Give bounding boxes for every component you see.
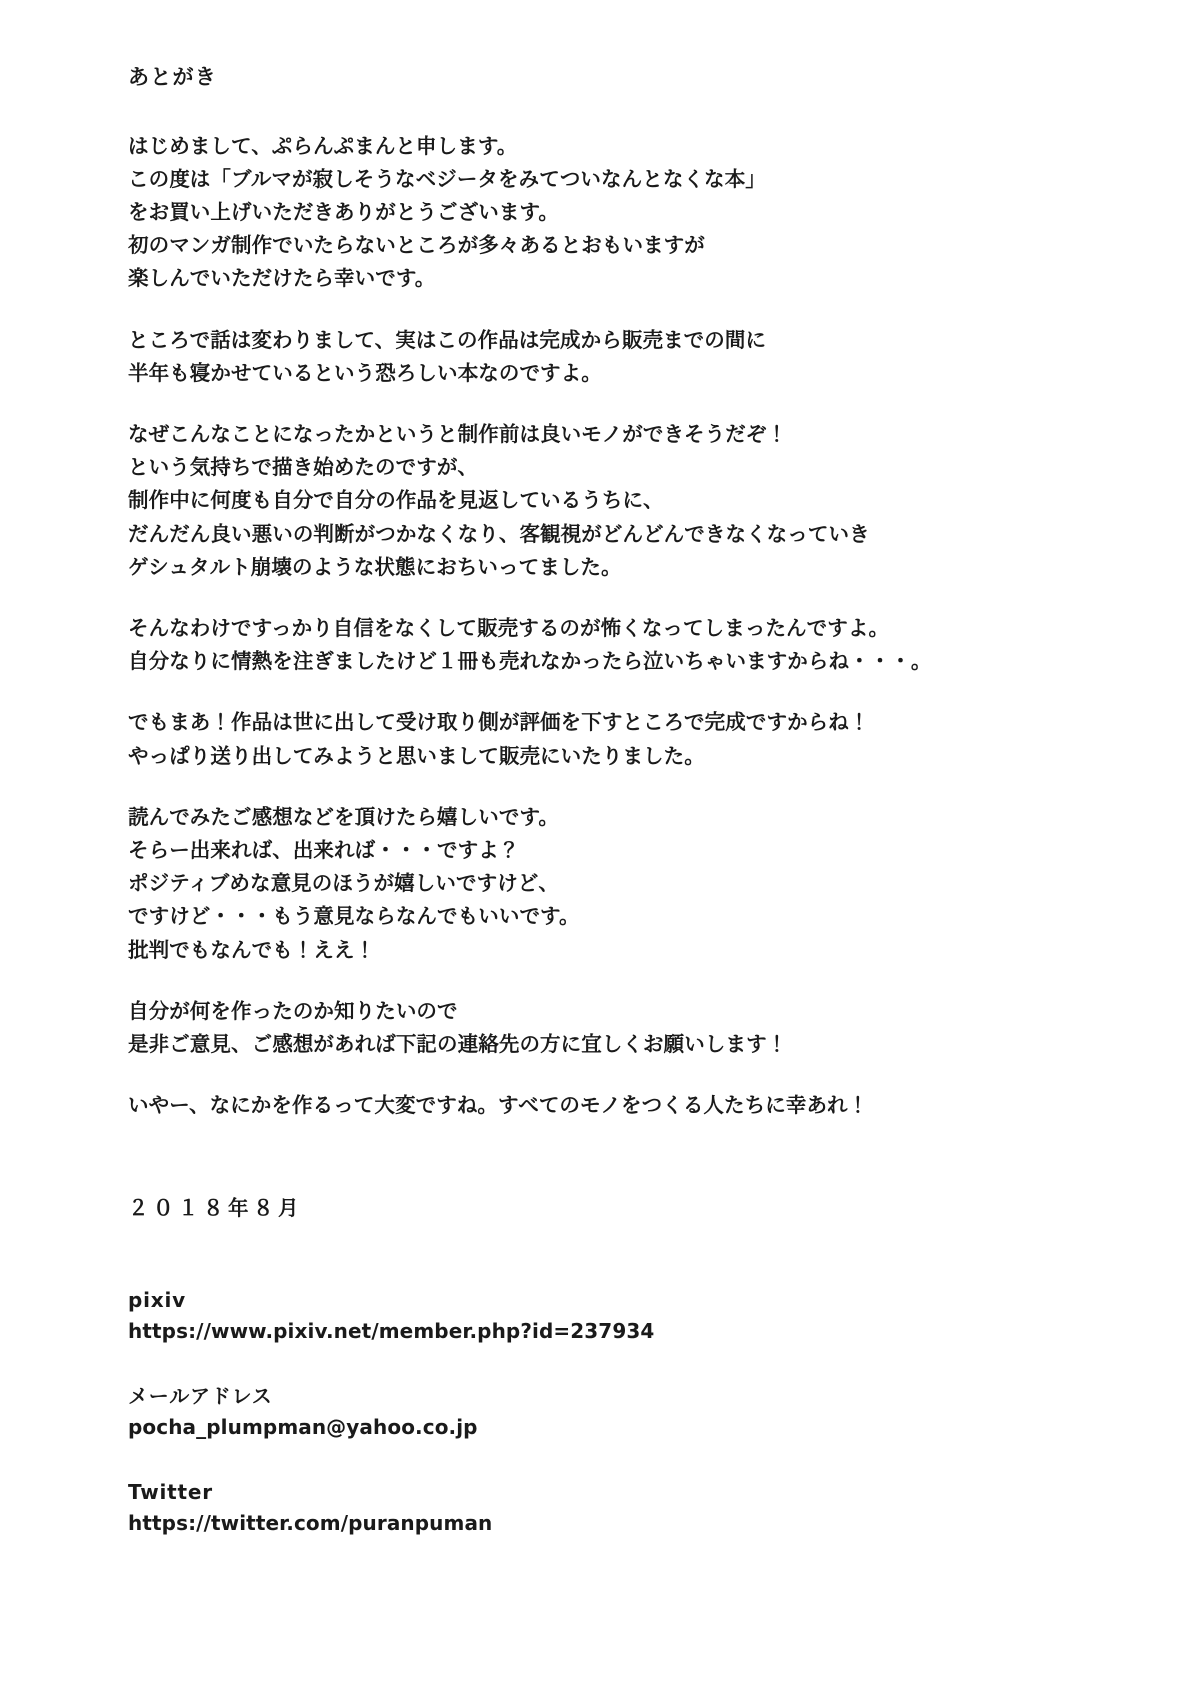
text-line: この度は「ブルマが寂しそうなベジータをみてついなんとなくな本」 [128,166,766,191]
paragraph-confidence [128,612,1088,678]
contact-twitter [128,1477,1088,1539]
text-line: ところで話は変わりまして、実はこの作品は完成から販売までの間に [128,327,767,352]
paragraph-intro [128,130,1088,296]
paragraph-release [128,706,1088,772]
contact-pixiv [128,1285,1088,1347]
paragraph-why [128,418,1088,584]
text-line: 半年も寝かせているという恐ろしい本なのですよ。 [128,360,602,385]
text-line: 自分が何を作ったのか知りたいので [128,998,458,1023]
text-line: ゲシュタルト崩壊のような状態におちいってました。 [128,554,622,579]
contact-label: pixiv [128,1288,186,1313]
paragraph-closing [128,1089,1088,1122]
contact-link-pixiv[interactable]: https://www.pixiv.net/member.php?id=237934 [128,1319,655,1344]
text-line: 是非ご意見、ご感想があれば下記の連絡先の方に宜しくお願いします！ [128,1031,788,1056]
text-line: をお買い上げいただきありがとうございます。 [128,199,560,224]
paragraph-feedback [128,801,1088,967]
contact-label: メールアドレス [128,1384,273,1409]
paragraph-half-year [128,324,1088,390]
text-line: 楽しんでいただけたら幸いです。 [128,266,436,291]
text-line: だんだん良い悪いの判断がつかなくなり、客観視がどんどんできなくなっていき [128,521,870,546]
text-line: 批判でもなんでも！ええ！ [128,937,376,962]
page-title: あとがき [128,65,218,89]
text-line: はじめまして、ぷらんぷまんと申します。 [128,133,518,158]
publication-date: ２０１８年８月 [128,1196,304,1221]
page-content [128,62,1088,1573]
text-line: でもまあ！作品は世に出して受け取り側が評価を下すところで完成ですからね！ [128,710,870,735]
contact-label: Twitter [128,1480,213,1505]
paragraph-request [128,995,1088,1061]
text-line: という気持ちで描き始めたのですが、 [128,455,479,480]
contact-link-email[interactable]: pocha_plumpman@yahoo.co.jp [128,1415,478,1440]
text-line: ですけど・・・もう意見ならなんでもいいです。 [128,904,580,929]
text-line: やっぱり送り出してみようと思いまして販売にいたりました。 [128,743,705,768]
text-line: そらー出来れば、出来れば・・・ですよ？ [128,837,520,862]
spacer [128,1150,1088,1192]
text-line: 自分なりに情熱を注ぎましたけど１冊も売れなかったら泣いちゃいますからね・・・。 [128,649,932,674]
contact-email [128,1381,1088,1443]
text-line: 初のマンガ制作でいたらないところが多々あるとおもいますが [128,233,705,258]
text-line: いやー、なにかを作るって大変ですね。すべてのモノをつくる人たちに幸あれ！ [128,1093,869,1118]
text-line: なぜこんなことになったかというと制作前は良いモノができそうだぞ！ [128,421,788,446]
text-line: 読んでみたご感想などを頂けたら嬉しいです。 [128,804,560,829]
text-line: そんなわけですっかり自信をなくして販売するのが怖くなってしまったんですよ。 [128,615,890,640]
text-line: 制作中に何度も自分で自分の作品を見返しているうちに、 [128,488,664,513]
contact-link-twitter[interactable]: https://twitter.com/puranpuman [128,1511,493,1536]
text-line: ポジティブめな意見のほうが嬉しいですけど、 [128,871,560,896]
